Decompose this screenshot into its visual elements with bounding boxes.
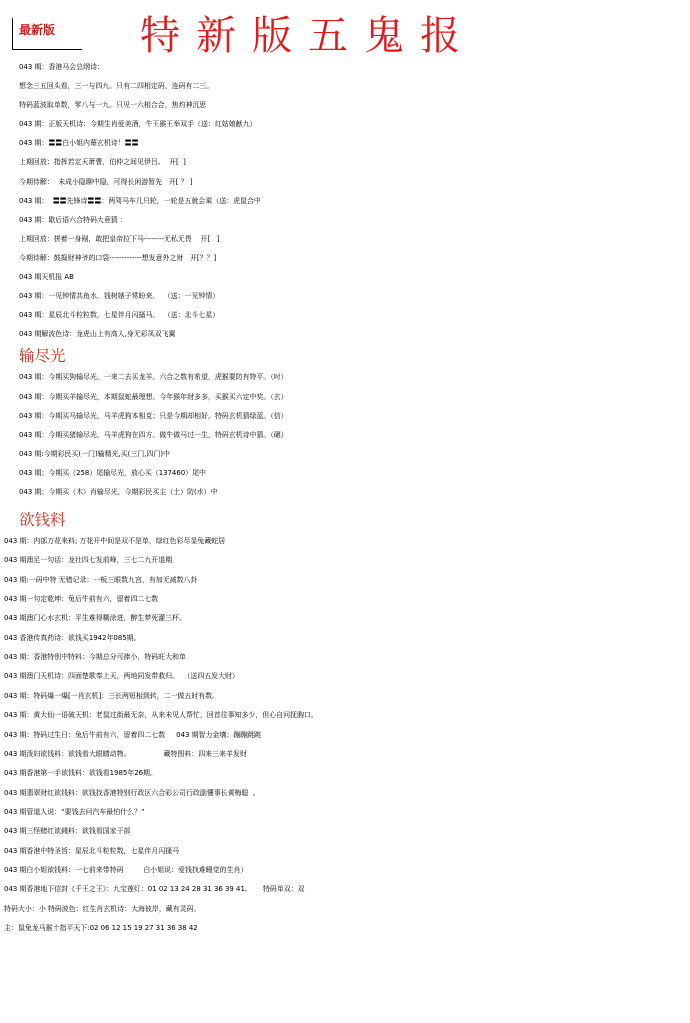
text-line: 043 期香港第一手欲钱料：欲钱看1985年26期。 (4, 769, 157, 778)
text-line: 043 期：特码爆一爆[一肖玄机]：三长两短相到转，二一做五时有数。 (4, 691, 220, 700)
text-line: 今期待解：鼓捣财神爷的口袋-------------想发意外之财 开[？？] (19, 253, 217, 262)
text-line: 特码蓝波取单数，零八与一九。只见一六相合合，焦灼神沉思 (19, 101, 207, 110)
section-lose-all (0, 368, 690, 502)
text-line: 043 期：一见钟情共鱼水，钱树婊子常盼来。 （送：一见钟情） (19, 292, 220, 301)
text-line: 043 期三怪赌红欲錢料：欲钱看国家干部 (4, 827, 131, 836)
section-main-poems (0, 58, 690, 344)
text-line: 043 期澳门天机诗：四面楚歌奉上天，两地同发带救归。 （送四五发大财） (4, 672, 239, 681)
text-line: 043 期香港地下信封《千王之王》：九宝莲灯：01 02 13 24 28 31 36 39 41。 特码单双：双 (4, 885, 305, 894)
latest-version-badge: 最新版 (12, 18, 82, 50)
text-line: 043 期；今期买（木）肖输尽光，今期彩民买主（土）防(水）中 (19, 487, 218, 496)
text-line: 上期回放：指挥若定天萧曹，伯仲之间见伊吕。 开[ ] (19, 158, 186, 167)
section-title-lose-all: 输尽光 (19, 347, 66, 366)
text-line: 043 期：特码过生日：兔后牛前有六，留着四二七数 043 期智力金壤：蹦蹦跳跳 (4, 730, 261, 739)
section-title-money-hints: 欲钱料 (19, 511, 66, 530)
text-line: 043 期：正版天机诗：今期生肖爱美酒，牛王猴王举双手（送：红姑娘献九） (19, 120, 257, 129)
text-line: 043 期；今期买（258）尾输尽光，放心买（137460）尾中 (19, 468, 206, 477)
text-line: 043 期解波色诗：龙虎山上有高人,身无彩凤双飞翼 (19, 330, 176, 339)
text-line: 043 期:一码中特 无错记录：一板三眼数九宫，有加无减数八卦 (4, 575, 198, 584)
text-line: 043 期：今期买马输尽光，马羊虎狗本相克；只是今期却相好，特码玄机猜绿蓝。（信） (19, 411, 288, 420)
text-line: 043 期：星辰北斗粒粒数，七星伴月闪搔马。 （送：北斗七星） (19, 311, 220, 320)
text-line: 043 期天机报 AB (19, 273, 74, 282)
text-line: 043 期：内部万花来料; 万花开中间是双不是单，绿红色彩尽显兔藏蛇居 (4, 537, 226, 546)
text-line: 043 期翡翠财红欲钱料：欲钱找香港特别行政区六合彩公司行政副懂事长黄梅聪 。 (4, 788, 260, 797)
header (0, 0, 690, 58)
section-money-hints (0, 532, 690, 938)
text-line: 043 期：香港特别中特料：今期总分可捧小，特码旺大和单 (4, 653, 186, 662)
text-line: 特码大小：小 特码波色：红生肖玄机诗：大海彼岸，藏有灵码。 (4, 904, 201, 913)
text-line: 043 期泼妇欲钱料：欲钱看大眼睛动物。 藏特图料：四来三来羊发财 (4, 749, 247, 758)
text-line: 今期待解： 未成小隐聊中隐，可得长闲游暂先 开[ ？ ] (19, 177, 193, 186)
text-line: 043 期：歇后语六合特码大竟猜 ： (19, 215, 127, 224)
text-line: 上期回放：拼着一身剐，敢把皇帝拉下马--------无私无畏 开[ ] (19, 234, 220, 243)
text-line: 043 期:今期彩民买(一门)输精光,买(三门,四门)中 (19, 449, 170, 458)
text-line: 043 期：香港马会总纲诗： (19, 63, 104, 71)
text-line: 043 期香港中特圣旨：星辰北斗粒粒数，七星伴月闪搔马 (4, 846, 180, 855)
text-line: 043 香港传真药诗：欲钱买1942年085期。 (4, 633, 141, 642)
text-line: 043 期管道人说：“要钱去问汽车最怕什么？” (4, 807, 145, 816)
page-title: 特新版五鬼报 (140, 13, 476, 59)
text-line: 043 期：今期买猪输尽光，马羊虎狗在四方。做牛做马过一生，特码玄机诗中猜。（碾） (19, 430, 288, 439)
text-line: 043 期：今期买狗输尽光，一来二去买龙羊。六合之数有希望，虎猴要防有特平。（吋） (19, 373, 288, 382)
text-line: 043 期白小姐欲钱料：一七前来带特码 白小姐说：爱钱找难睡觉的生肖） (4, 865, 248, 874)
text-line: 043 期： 〓〓先锋诗〓〓：两驾马车几只轮，一轮是五就会乘（送：虎鼠合中 (19, 196, 261, 205)
text-line: 043 期：〓〓白小姐内幕玄机诗！〓〓 (19, 139, 139, 148)
text-line: 043 期澳门心水玄机：平生难得糊涂进，醉生梦死灌三杯。 (4, 614, 186, 623)
text-line: 想念三五回头看，三一与四九。只有二四相定码，连码有二三。 (19, 82, 214, 91)
text-line: 主：鼠兔龙马猴十指平天下:02 06 12 15 19 27 31 36 38 42 (4, 923, 198, 932)
text-line: 043 期一句定乾坤：兔后牛前有六，留着四二七数 (4, 595, 159, 604)
text-line: 043 期澳足一句话：龙壮四七发前峰，三七二九开退期 (4, 556, 173, 565)
text-line: 043 期：黄大仙一语破天机：老鼠过街最无奈，从来未见人帮忙，回首往事知多少，但心自问抚胸口。 (4, 711, 318, 720)
text-line: 043 期：今期买羊输尽光，本期鼠蛇最理想。今年猴年财多多，买猴买六定中奖。（玄） (19, 392, 288, 401)
